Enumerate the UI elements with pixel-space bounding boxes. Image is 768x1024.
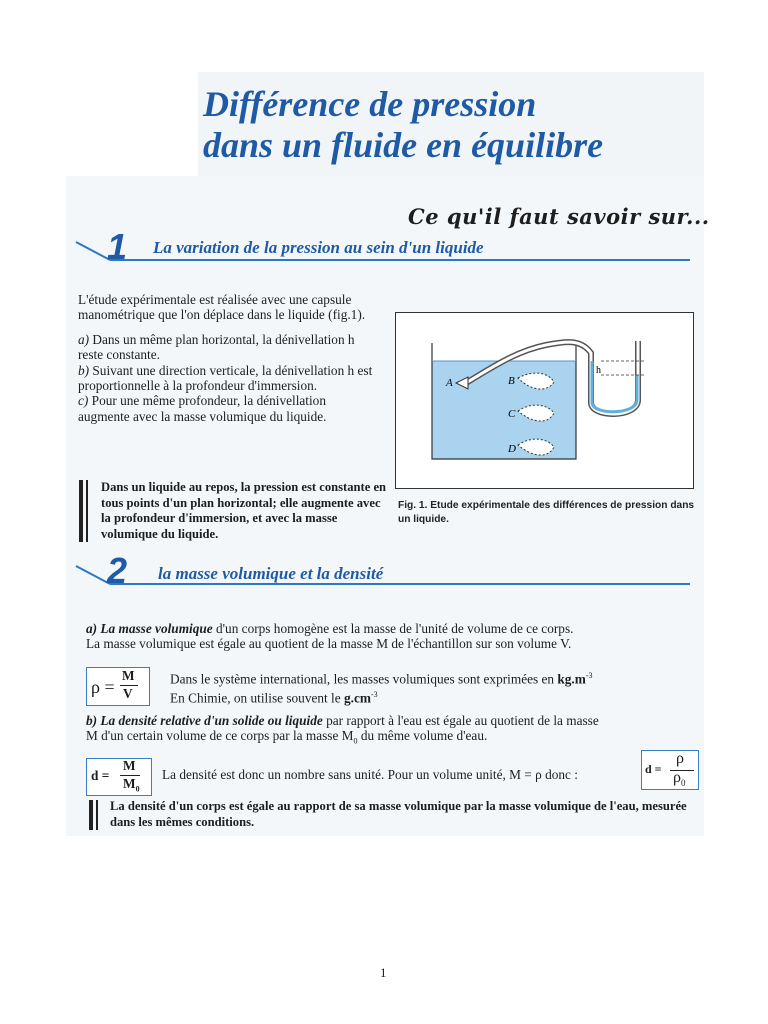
summary-2-bar-2 — [96, 800, 98, 830]
label-h: h — [596, 365, 601, 376]
section-2-summary: La densité d'un corps est égale au rapport de sa masse volumique par la masse volumique de l'eau, mesurée dans les mêmes conditions. — [110, 799, 687, 829]
section-1-summary: Dans un liquide au repos, la pression est constante en tous points d'un plan horizontal; elle augmente avec la profondeur d'immersion, et avec la masse volumique du liquide. — [101, 480, 387, 541]
label-a: A — [446, 377, 453, 389]
section-2-b: b) La densité relative d'un solide ou liquide par rapport à l'eau est égale au quotient de la masse M d'un certain volume de ce corps par la masse $M_0$ du même volume d'eau. — [86, 713, 599, 747]
unit-statement: La densité est donc un nombre sans unité. Pour un volume unité, M = ρ donc : — [162, 767, 578, 782]
title-line-2: dans un fluide en équilibre — [203, 125, 604, 165]
section-1-number: 1 — [107, 226, 128, 267]
formula-ratio-box — [641, 750, 699, 790]
intro-text: L'étude expérimentale est réalisée avec une capsule manométrique que l'on déplace dans le liquide (fig.1). — [78, 292, 366, 323]
formula-rho-den: V — [123, 686, 133, 701]
formula-d-box — [86, 758, 152, 796]
item-b: b) Suivant une direction verticale, la dénivellation h est proportionnelle à la profondeur d'immersion. — [78, 362, 373, 394]
formula-ratio-lhs: d = — [645, 762, 662, 776]
manometer-diagram — [396, 313, 693, 488]
formula-d-den: $M_0$ — [123, 776, 140, 794]
item-c: c) Pour une même profondeur, la dénivellation augmente avec la masse volumique du liquide. — [78, 393, 327, 424]
label-d: D — [508, 443, 516, 455]
title-line-1: Différence de pression — [203, 84, 537, 124]
figure-1-caption: Fig. 1. Etude expérimentale des différences de pression dans un liquide. — [398, 500, 695, 525]
summary-2-bar — [89, 800, 93, 830]
label-c: C — [508, 408, 516, 420]
tagline: Ce qu'il faut savoir sur... — [408, 204, 710, 229]
formula-rho-num: M — [122, 668, 135, 683]
formula-ratio-num: ρ — [676, 750, 684, 767]
formula-d-num: M — [123, 758, 136, 773]
item-a: a) Dans un même plan horizontal, la dénivellation h reste constante. — [78, 331, 355, 363]
formula-rho-lhs: ρ = — [91, 677, 115, 697]
section-1-heading: La variation de la pression au sein d'un liquide — [153, 238, 484, 257]
section-2-number: 2 — [107, 550, 128, 591]
formula-d-lhs: d = — [91, 768, 110, 783]
section-1-body — [78, 292, 378, 424]
summary-1-bar — [79, 480, 83, 542]
units-text: Dans le système international, les masses volumiques sont exprimées en $kg.m^{-3}$ En Chimie, on utilise souvent le $g.cm^{-3}$ — [170, 671, 593, 706]
summary-1-bar-2 — [86, 480, 88, 542]
label-b: B — [508, 375, 515, 387]
formula-ratio-den: $\rho_0$ — [673, 769, 686, 789]
formula-rho-box — [86, 667, 150, 706]
page-title — [203, 84, 603, 166]
page-number: 1 — [380, 965, 387, 980]
section-2-a: a) La masse volumique d'un corps homogène est la masse de l'unité de volume de ce corps. La masse volumique est égale au quotient de la masse M de l'échantillon sur son volume V. — [86, 621, 574, 652]
figure-1 — [395, 312, 694, 489]
section-2-heading: la masse volumique et la densité — [158, 564, 384, 583]
